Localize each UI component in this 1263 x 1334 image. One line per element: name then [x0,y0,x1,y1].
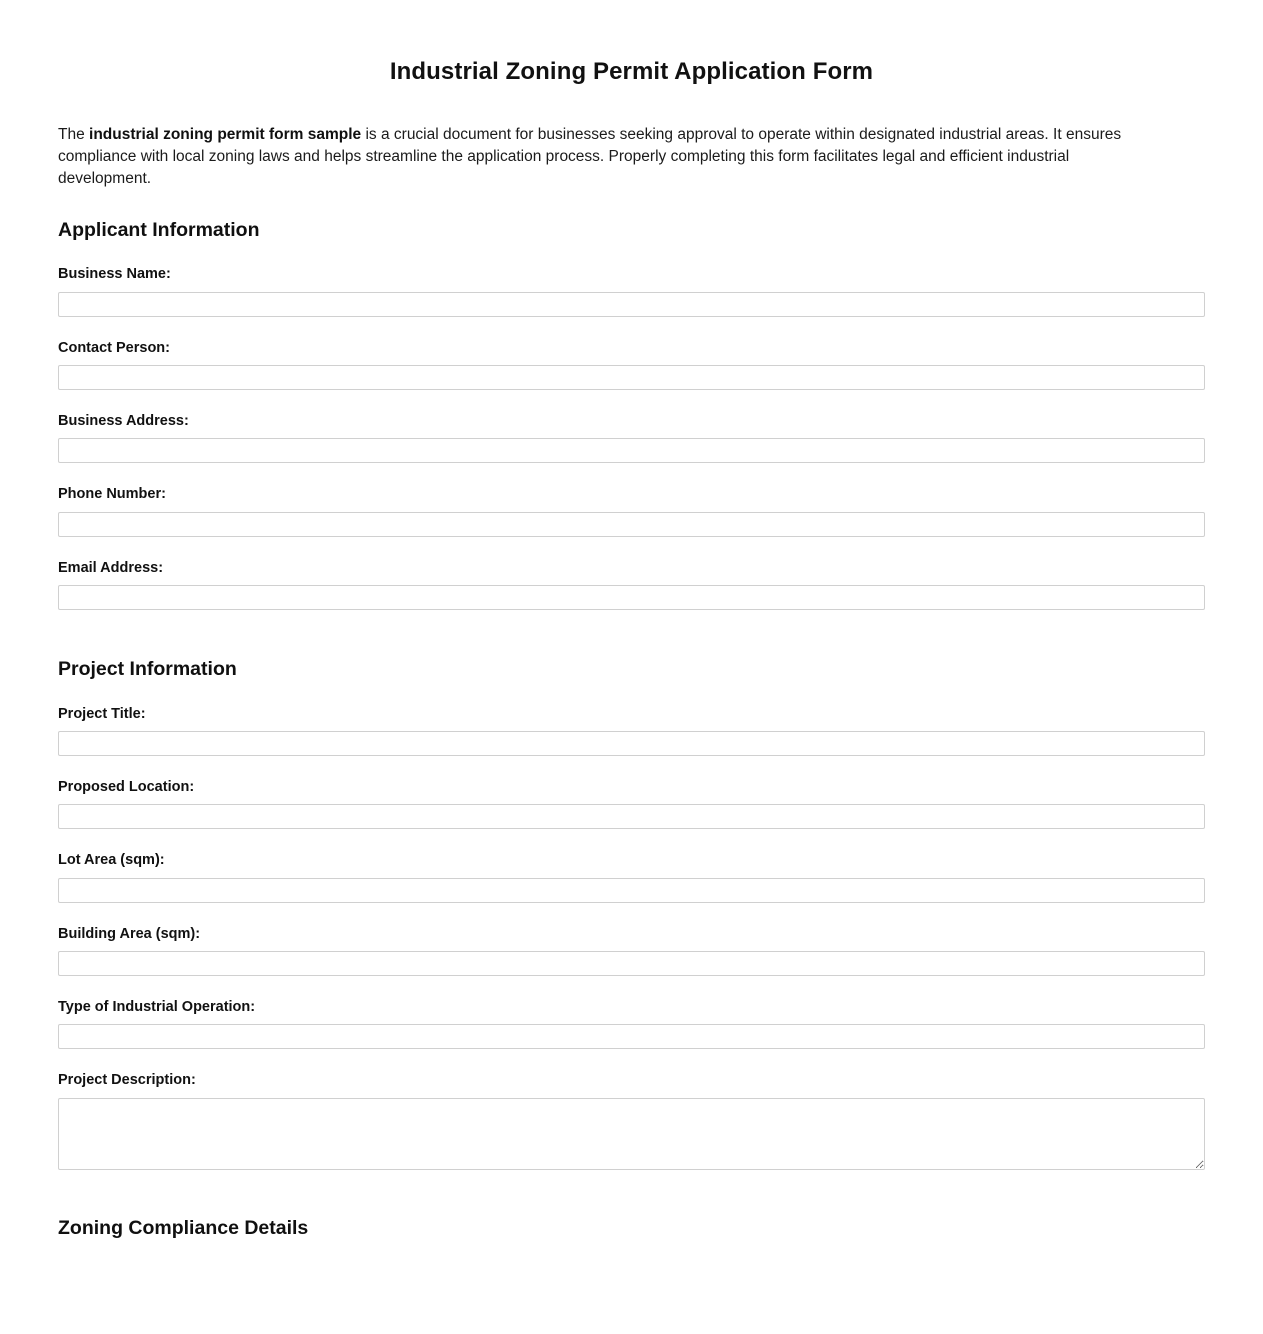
label-email-address: Email Address: [58,559,164,576]
label-business-name: Business Name: [58,266,171,283]
lot-area-input[interactable] [58,878,1205,903]
phone-number-input[interactable] [58,512,1205,537]
intro-rest-text: is a crucial document for businesses seeking approval to operate within designated industrial areas. It ensures compliance with local zoning laws and helps streamline the application process. Properly completing this form facilitates legal and efficient industrial development. [58,125,1122,187]
field-group-project-title [58,682,1205,756]
field-group-phone-number [58,463,1205,536]
contact-person-input[interactable] [58,365,1205,390]
label-type-of-industrial-operation: Type of Industrial Operation: [58,999,256,1016]
label-project-description: Project Description: [58,1072,196,1089]
business-address-input[interactable] [58,438,1205,463]
label-building-area: Building Area (sqm): [58,925,201,942]
label-proposed-location: Proposed Location: [58,778,195,795]
field-group-proposed-location [58,756,1205,829]
document-content [58,0,1205,1240]
business-name-input[interactable] [58,292,1205,317]
project-title-input[interactable] [58,731,1205,756]
field-group-email-address [58,537,1205,610]
field-group-business-name [58,242,1205,316]
field-group-building-area [58,903,1205,976]
intro-bold-phrase: industrial zoning permit form sample [89,125,362,143]
page-title: Industrial Zoning Permit Application Form [389,58,874,85]
field-group-contact-person [58,317,1205,390]
label-project-title: Project Title: [58,705,146,722]
intro-paragraph [58,87,1159,190]
label-phone-number: Phone Number: [58,486,166,503]
label-business-address: Business Address: [58,412,189,429]
project-description-textarea[interactable] [58,1098,1205,1170]
label-lot-area: Lot Area (sqm): [58,852,165,869]
section-heading-project-information: Project Information [58,658,237,681]
field-group-type-of-industrial-operation [58,976,1205,1049]
label-contact-person: Contact Person: [58,339,170,356]
section-heading-zoning-compliance-details: Zoning Compliance Details [58,1216,309,1239]
section-heading-applicant-information: Applicant Information [58,218,260,241]
field-group-lot-area [58,829,1205,902]
intro-lead-text: The [58,125,90,143]
building-area-input[interactable] [58,951,1205,976]
field-group-business-address [58,390,1205,463]
email-address-input[interactable] [58,585,1205,610]
proposed-location-input[interactable] [58,804,1205,829]
field-group-project-description [58,1049,1205,1169]
type-of-industrial-operation-input[interactable] [58,1024,1205,1049]
